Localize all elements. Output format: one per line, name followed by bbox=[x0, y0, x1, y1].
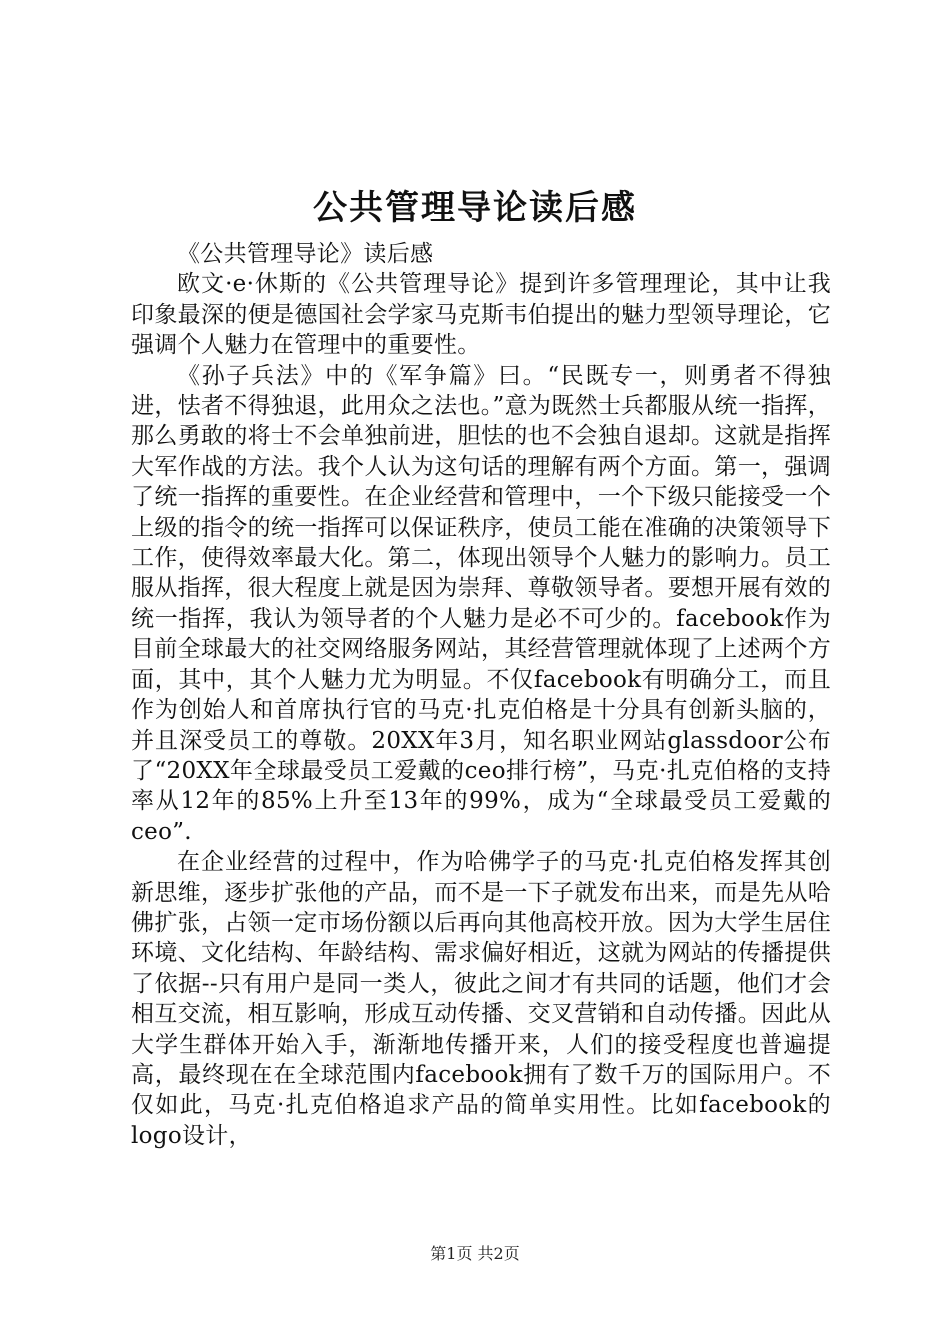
page-number-footer: 第1页 共2页 bbox=[430, 1244, 520, 1263]
document-title: 公共管理导论读后感 bbox=[313, 188, 637, 228]
paragraph-subtitle: 《公共管理导论》读后感 bbox=[177, 241, 434, 267]
paragraph: 在企业经营的过程中，作为哈佛学子的马克·扎克伯格发挥其创新思维，逐步扩张他的产品，而不是一下子就发布出来，而是先从哈佛扩张，占领一定市场份额以后再向其他高校开放。因为大学生居住环境、文化结构、年龄结构、需求偏好相近，这就为网站的传播提供了依据--只有用户是同一类人，彼此之间才有共同的话题，他们才会相互交流，相互影响，形成互动传播、交叉营销和自动传播。因此从大学生群体开始入手，渐渐地传播开来，人们的接受程度也普遍提高，最终现在在全球范围内facebook拥有了数千万的国际用户。不仅如此，马克·扎克伯格追求产品的简单实用性。比如facebook的logo设计， bbox=[131, 849, 831, 1149]
paragraph: 《孙子兵法》中的《军争篇》曰。“民既专一，则勇者不得独进，怯者不得独退，此用众之法也。”意为既然士兵都服从统一指挥，那么勇敢的将士不会单独前进，胆怯的也不会独自退却。这就是指挥大军作战的方法。我个人认为这句话的理解有两个方面。第一，强调了统一指挥的重要性。在企业经营和管理中，一个下级只能接受一个上级的指令的统一指挥可以保证秩序，使员工能在准确的决策领导下工作，使得效率最大化。第二，体现出领导个人魅力的影响力。员工服从指挥，很大程度上就是因为崇拜、尊敬领导者。要想开展有效的统一指挥，我认为领导者的个人魅力是必不可少的。facebook作为目前全球最大的社交网络服务网站，其经营管理就体现了上述两个方面，其中，其个人魅力尤为明显。不仅facebook有明确分工，而且作为创始人和首席执行官的马克·扎克伯格是十分具有创新头脑的，并且深受员工的尊敬。20XX年3月，知名职业网站glassdoor公布了“20XX年全球最受员工爱戴的ceo排行榜”，马克·扎克伯格的支持率从12年的85%上升至13年的99%，成为“全球最受员工爱戴的ceo”. bbox=[131, 362, 831, 845]
document-body bbox=[131, 239, 831, 1151]
paragraph: 欧文·e·休斯的《公共管理导论》提到许多管理理论，其中让我印象最深的便是德国社会学家马克斯韦伯提出的魅力型领导理论，它强调个人魅力在管理中的重要性。 bbox=[131, 271, 831, 359]
